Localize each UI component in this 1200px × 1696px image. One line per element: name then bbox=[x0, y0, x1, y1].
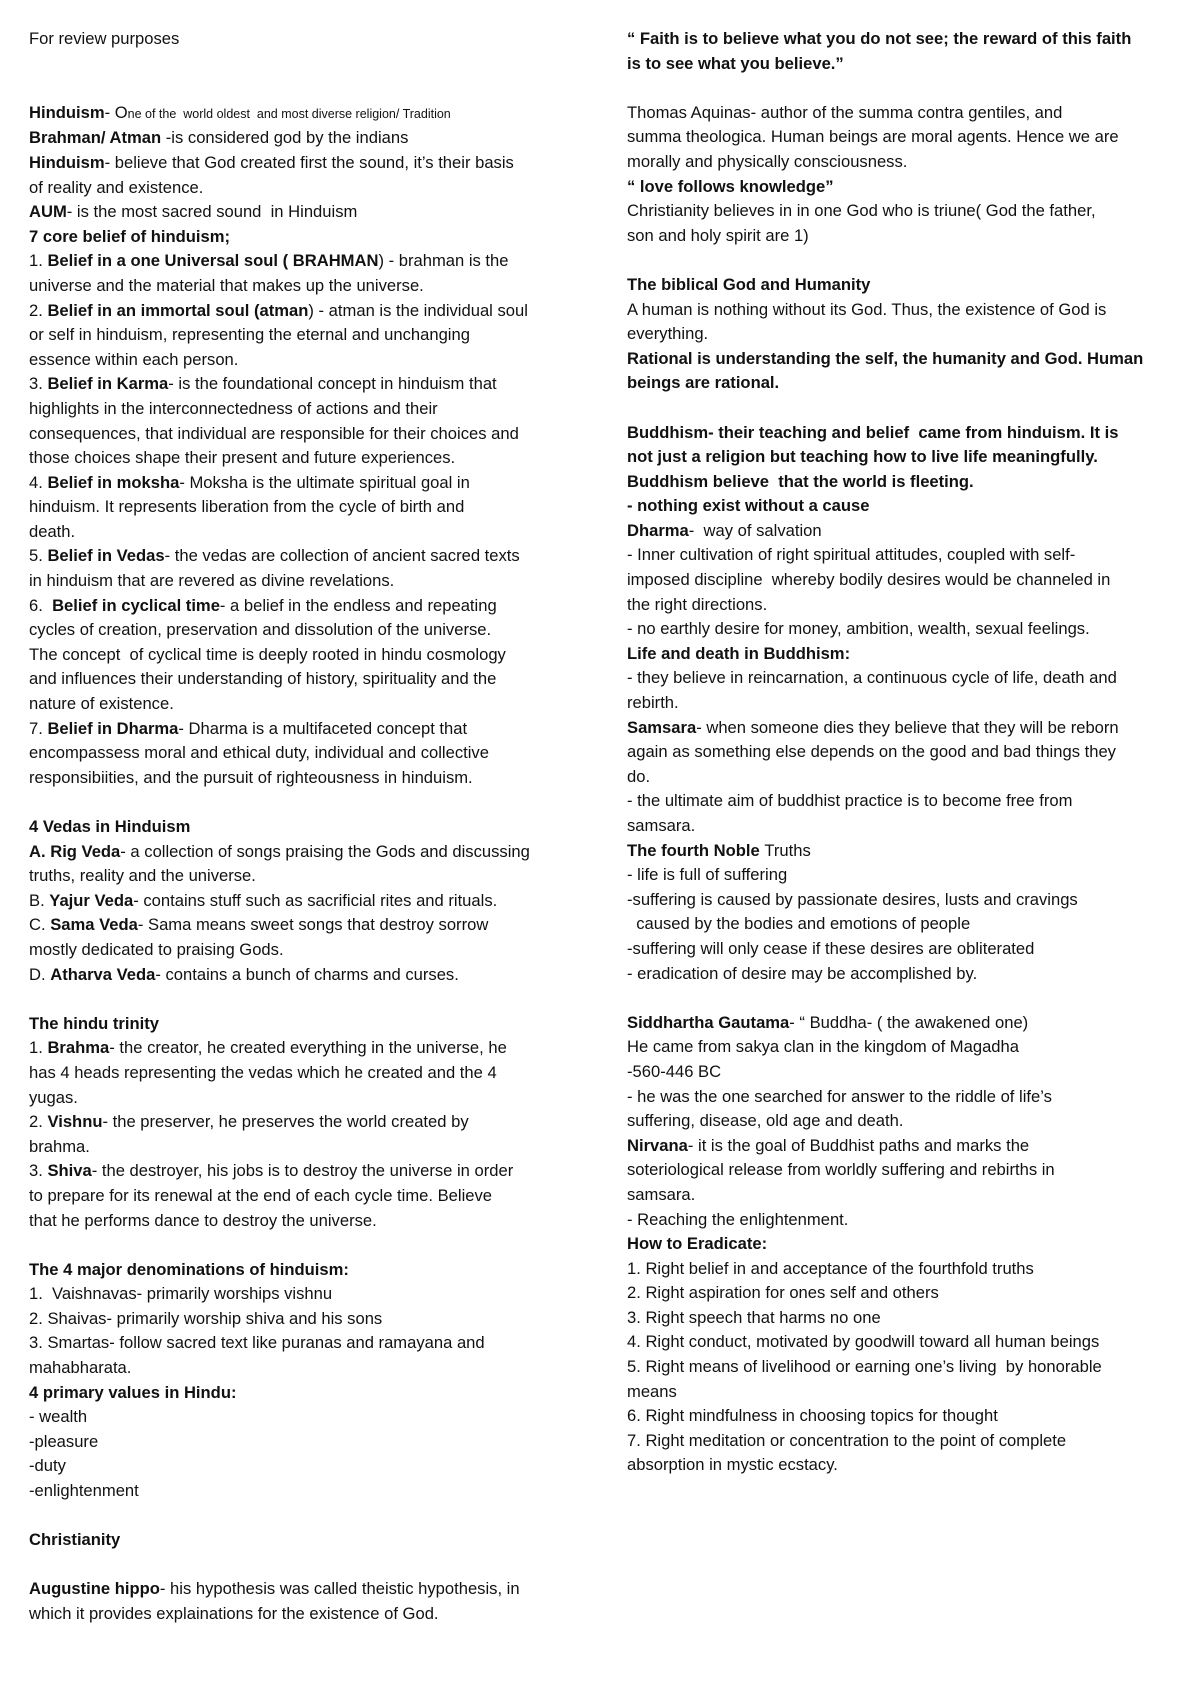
text-line bbox=[627, 1306, 1182, 1331]
text-line bbox=[627, 617, 1182, 642]
text-line bbox=[29, 1602, 589, 1627]
text-run: 1. bbox=[29, 251, 48, 271]
bold-text-run: - nothing exist without a cause bbox=[627, 496, 870, 516]
text-line bbox=[29, 1282, 589, 1307]
text-line bbox=[627, 273, 1182, 298]
text-line bbox=[627, 1380, 1182, 1405]
text-line bbox=[29, 1258, 589, 1283]
text-run: -560-446 BC bbox=[627, 1061, 722, 1081]
text-line bbox=[627, 543, 1182, 568]
bold-text-run: Yajur Veda bbox=[49, 890, 134, 910]
text-run: D. bbox=[29, 964, 51, 984]
text-run: 2. bbox=[29, 1112, 48, 1132]
text-run: death. bbox=[29, 521, 76, 541]
text-run: consequences, that individual are responsible for their choices and bbox=[29, 423, 519, 443]
bold-text-run: “ Faith is to believe what you do not see; the reward of this faith bbox=[627, 29, 1132, 48]
bold-text-run: Atharva Veda bbox=[50, 964, 156, 984]
text-line bbox=[29, 27, 589, 52]
bold-text-run: The 4 major denominations of hinduism: bbox=[29, 1259, 349, 1279]
text-run: that he performs dance to destroy the universe. bbox=[29, 1210, 377, 1230]
text-line bbox=[627, 666, 1182, 691]
text-line bbox=[29, 913, 589, 938]
text-line bbox=[627, 322, 1182, 347]
text-line bbox=[627, 1429, 1182, 1454]
text-run: encompassess moral and ethical duty, individual and collective bbox=[29, 743, 489, 763]
text-line bbox=[627, 519, 1182, 544]
text-run: -pleasure bbox=[29, 1431, 99, 1451]
text-line bbox=[29, 1233, 589, 1258]
text-line bbox=[627, 298, 1182, 323]
text-run: Truths bbox=[764, 840, 811, 860]
text-line bbox=[29, 717, 589, 742]
text-line bbox=[29, 495, 589, 520]
text-run: 3. Smartas- follow sacred text like puranas and ramayana and bbox=[29, 1333, 485, 1353]
text-run: means bbox=[627, 1381, 677, 1401]
text-run: -is considered god by the indians bbox=[161, 128, 409, 148]
text-line bbox=[29, 1430, 589, 1455]
text-line bbox=[29, 225, 589, 250]
text-line bbox=[627, 888, 1182, 913]
text-run: -suffering will only cease if these desires are obliterated bbox=[627, 938, 1035, 958]
text-line bbox=[29, 840, 589, 865]
text-line bbox=[29, 1577, 589, 1602]
text-run: 2. Right aspiration for ones self and others bbox=[627, 1283, 939, 1303]
bold-text-run: Siddhartha Gautama bbox=[627, 1012, 790, 1032]
text-line bbox=[627, 125, 1182, 150]
text-run: soteriological release from worldly suffering and rebirths in bbox=[627, 1160, 1055, 1180]
text-line bbox=[627, 101, 1182, 126]
text-run: - contains stuff such as sacrificial rites and rituals. bbox=[133, 890, 498, 910]
text-run: 3. bbox=[29, 1161, 48, 1181]
text-line bbox=[627, 1281, 1182, 1306]
text-line bbox=[29, 1307, 589, 1332]
text-line bbox=[29, 987, 589, 1012]
bold-text-run: Hinduism bbox=[29, 152, 105, 172]
text-line bbox=[29, 618, 589, 643]
text-run: 7. bbox=[29, 718, 48, 738]
text-run: 2. bbox=[29, 300, 48, 320]
text-run: Christianity believes in in one God who is triune( God the father, bbox=[627, 201, 1096, 221]
text-run: 2. Shaivas- primarily worship shiva and his sons bbox=[29, 1308, 383, 1328]
text-run: summa theologica. Human beings are moral agents. Hence we are bbox=[627, 127, 1119, 147]
text-line bbox=[29, 126, 589, 151]
text-run: to prepare for its renewal at the end of each cycle time. Believe bbox=[29, 1185, 493, 1205]
text-line bbox=[29, 815, 589, 840]
bold-text-run: 4 primary values in Hindu: bbox=[29, 1382, 237, 1402]
text-run: 5. Right means of livelihood or earning one’s living by honorable bbox=[627, 1357, 1102, 1377]
text-line bbox=[627, 1011, 1182, 1036]
bold-text-run: Belief in Dharma bbox=[47, 718, 179, 738]
text-run: samsara. bbox=[627, 816, 696, 835]
text-line bbox=[29, 397, 589, 422]
text-line bbox=[627, 1035, 1182, 1060]
text-line bbox=[627, 1109, 1182, 1134]
text-run: son and holy spirit are 1) bbox=[627, 225, 809, 245]
text-line bbox=[627, 1404, 1182, 1429]
text-line bbox=[29, 741, 589, 766]
text-run: highlights in the interconnectedness of actions and their bbox=[29, 398, 438, 418]
text-run: of reality and existence. bbox=[29, 177, 204, 197]
text-line bbox=[627, 1134, 1182, 1159]
text-run: - the preserver, he preserves the world created by bbox=[102, 1112, 469, 1132]
text-line bbox=[29, 1479, 589, 1504]
text-run: hinduism. It represents liberation from the cycle of birth and bbox=[29, 497, 465, 517]
text-run: cycles of creation, preservation and dissolution of the universe. bbox=[29, 620, 492, 640]
text-run: 4. bbox=[29, 472, 48, 492]
text-run: - contains a bunch of charms and curses. bbox=[155, 964, 459, 984]
text-run: yugas. bbox=[29, 1087, 78, 1107]
text-run: - the vedas are collection of ancient sacred texts bbox=[164, 546, 520, 566]
text-line bbox=[29, 76, 589, 101]
text-line bbox=[627, 863, 1182, 888]
text-run: absorption in mystic ecstacy. bbox=[627, 1455, 838, 1475]
bold-text-run: Christianity bbox=[29, 1530, 121, 1550]
text-line bbox=[627, 765, 1182, 790]
text-run: -enlightenment bbox=[29, 1481, 139, 1501]
text-run: 6. Right mindfulness in choosing topics for thought bbox=[627, 1406, 998, 1426]
bold-text-run: A. Rig Veda bbox=[29, 841, 121, 861]
text-line bbox=[29, 766, 589, 791]
bold-text-run: Shiva bbox=[47, 1161, 92, 1181]
text-line bbox=[29, 200, 589, 225]
text-run: - life is full of suffering bbox=[627, 865, 788, 885]
text-line bbox=[627, 1060, 1182, 1085]
text-run: - O bbox=[104, 102, 128, 122]
text-run: 3. Right speech that harms no one bbox=[627, 1307, 881, 1327]
text-line bbox=[627, 470, 1182, 495]
bold-text-run: Belief in cyclical time bbox=[52, 595, 220, 615]
text-run: responsibiities, and the pursuit of righteousness in hinduism. bbox=[29, 767, 473, 787]
text-run: - the creator, he created everything in the universe, he bbox=[109, 1038, 507, 1058]
text-run: - they believe in reincarnation, a continuous cycle of life, death and bbox=[627, 668, 1117, 688]
text-line bbox=[29, 471, 589, 496]
text-run: morally and physically consciousness. bbox=[627, 151, 908, 171]
text-run: do. bbox=[627, 766, 651, 786]
bold-text-run: Dharma bbox=[627, 520, 689, 540]
bold-text-run: AUM bbox=[29, 202, 67, 222]
text-run: everything. bbox=[627, 324, 709, 344]
text-line bbox=[627, 1208, 1182, 1233]
text-run: ) - brahman is the bbox=[378, 251, 509, 271]
bold-text-run: 4 Vedas in Hinduism bbox=[29, 817, 191, 836]
text-line bbox=[29, 446, 589, 471]
text-line bbox=[627, 347, 1182, 372]
bold-text-run: The hindu trinity bbox=[29, 1013, 159, 1033]
bold-text-run: Samsara bbox=[627, 717, 697, 737]
text-line bbox=[627, 421, 1182, 446]
text-run: - “ Buddha- ( the awakened one) bbox=[789, 1012, 1029, 1032]
text-line bbox=[29, 249, 589, 274]
text-run: again as something else depends on the good and bad things they bbox=[627, 742, 1116, 762]
text-line bbox=[627, 716, 1182, 741]
text-line bbox=[627, 76, 1182, 101]
text-line bbox=[29, 1405, 589, 1430]
text-line bbox=[627, 224, 1182, 249]
text-line bbox=[29, 372, 589, 397]
text-line bbox=[627, 691, 1182, 716]
text-run: 5. bbox=[29, 546, 48, 566]
text-run: mahabharata. bbox=[29, 1358, 132, 1378]
text-run: - the destroyer, his jobs is to destroy the universe in order bbox=[91, 1161, 514, 1181]
bold-text-run: Hinduism bbox=[29, 102, 105, 122]
text-line bbox=[29, 1381, 589, 1406]
text-run: 6. bbox=[29, 595, 53, 615]
text-run: Thomas Aquinas- author of the summa contra gentiles, and bbox=[627, 102, 1063, 122]
text-line bbox=[29, 1159, 589, 1184]
bold-text-run: Buddhism believe that the world is fleeting. bbox=[627, 471, 974, 491]
bold-text-run: Nirvana bbox=[627, 1135, 688, 1155]
text-line bbox=[627, 1453, 1182, 1478]
text-line bbox=[627, 1085, 1182, 1110]
text-line bbox=[29, 299, 589, 324]
text-run: suffering, disease, old age and death. bbox=[627, 1111, 904, 1131]
text-line bbox=[29, 889, 589, 914]
bold-text-run: Vishnu bbox=[47, 1112, 103, 1132]
text-line bbox=[29, 1504, 589, 1529]
text-run: - Inner cultivation of right spiritual attitudes, coupled with self- bbox=[627, 545, 1076, 565]
bold-text-run: Buddhism- their teaching and belief came from hinduism. It is bbox=[627, 422, 1119, 442]
text-line bbox=[29, 1061, 589, 1086]
bold-text-run: Rational is understanding the self, the humanity and God. Human bbox=[627, 348, 1144, 368]
text-run: - a collection of songs praising the Gods and discussing bbox=[120, 841, 530, 861]
text-run: He came from sakya clan in the kingdom of Magadha bbox=[627, 1037, 1019, 1057]
bold-text-run: Augustine hippo bbox=[29, 1579, 160, 1599]
text-line bbox=[29, 151, 589, 176]
text-line bbox=[29, 323, 589, 348]
text-line bbox=[29, 1110, 589, 1135]
text-run: nature of existence. bbox=[29, 694, 174, 714]
bold-text-run: Life and death in Buddhism: bbox=[627, 643, 851, 663]
right-column bbox=[627, 27, 1182, 1478]
bold-text-run: Brahman/ Atman bbox=[29, 128, 162, 148]
text-line bbox=[29, 790, 589, 815]
text-run: which it provides explainations for the existence of God. bbox=[29, 1604, 439, 1623]
bold-text-run: The fourth Noble bbox=[627, 840, 765, 860]
bold-text-run: Belief in Karma bbox=[47, 374, 169, 394]
bold-text-run: “ love follows knowledge” bbox=[627, 176, 834, 196]
text-line bbox=[29, 274, 589, 299]
text-line bbox=[627, 494, 1182, 519]
text-run: 1. Vaishnavas- primarily worships vishnu bbox=[29, 1284, 333, 1304]
text-line bbox=[627, 371, 1182, 396]
bold-text-run: beings are rational. bbox=[627, 373, 780, 393]
text-run: or self in hinduism, representing the eternal and unchanging bbox=[29, 325, 470, 345]
text-line bbox=[627, 814, 1182, 839]
text-run: - wealth bbox=[29, 1407, 88, 1427]
text-run: B. bbox=[29, 890, 50, 910]
text-line bbox=[627, 593, 1182, 618]
bold-text-run: Belief in moksha bbox=[47, 472, 180, 492]
text-line bbox=[29, 520, 589, 545]
text-line bbox=[627, 1232, 1182, 1257]
text-run: -duty bbox=[29, 1456, 66, 1476]
text-line bbox=[627, 986, 1182, 1011]
text-run: C. bbox=[29, 915, 51, 935]
text-run: caused by the bodies and emotions of people bbox=[627, 914, 971, 934]
text-line bbox=[29, 864, 589, 889]
text-line bbox=[29, 1135, 589, 1160]
text-run: The concept of cyclical time is deeply rooted in hindu cosmology bbox=[29, 644, 506, 664]
text-run: - his hypothesis was called theistic hypothesis, in bbox=[159, 1579, 520, 1599]
text-line bbox=[29, 594, 589, 619]
text-line bbox=[627, 1330, 1182, 1355]
text-line bbox=[627, 27, 1182, 52]
text-line bbox=[29, 1454, 589, 1479]
text-run: ) - atman is the individual soul bbox=[308, 300, 528, 320]
text-line bbox=[627, 642, 1182, 667]
text-line bbox=[29, 52, 589, 77]
text-run: - Dharma is a multifaceted concept that bbox=[178, 718, 468, 738]
text-line bbox=[29, 1012, 589, 1037]
text-run: - Sama means sweet songs that destroy sorrow bbox=[137, 915, 489, 935]
bold-text-run: is to see what you believe.” bbox=[627, 53, 844, 73]
text-run: - when someone dies they believe that they will be reborn bbox=[696, 717, 1119, 737]
text-run: and influences their understanding of history, spirituality and the bbox=[29, 669, 497, 689]
text-run: ne of the world oldest and most diverse religion/ Tradition bbox=[127, 106, 451, 121]
text-run: the right directions. bbox=[627, 594, 768, 614]
text-line bbox=[29, 1036, 589, 1061]
text-line bbox=[29, 1086, 589, 1111]
text-line bbox=[29, 176, 589, 201]
text-run: 7. Right meditation or concentration to the point of complete bbox=[627, 1430, 1067, 1450]
text-run: in hinduism that are revered as divine revelations. bbox=[29, 571, 395, 591]
text-run: - no earthly desire for money, ambition, wealth, sexual feelings. bbox=[627, 619, 1090, 639]
text-line bbox=[29, 569, 589, 594]
left-column bbox=[29, 27, 589, 1627]
text-line bbox=[627, 1257, 1182, 1282]
bold-text-run: Sama Veda bbox=[50, 915, 138, 935]
text-line bbox=[627, 937, 1182, 962]
text-line bbox=[627, 199, 1182, 224]
text-run: mostly dedicated to praising Gods. bbox=[29, 939, 284, 959]
text-run: - way of salvation bbox=[688, 520, 822, 540]
text-line bbox=[627, 839, 1182, 864]
text-run: - is the foundational concept in hinduism that bbox=[168, 374, 497, 394]
text-run: essence within each person. bbox=[29, 349, 239, 369]
text-line bbox=[627, 962, 1182, 987]
text-line bbox=[29, 963, 589, 988]
text-run: - is the most sacred sound in Hinduism bbox=[66, 202, 358, 222]
text-line bbox=[627, 1183, 1182, 1208]
text-line bbox=[627, 912, 1182, 937]
text-line bbox=[29, 1356, 589, 1381]
text-run: - Reaching the enlightenment. bbox=[627, 1209, 849, 1229]
text-line bbox=[627, 150, 1182, 175]
text-run: samsara. bbox=[627, 1184, 696, 1204]
text-run: rebirth. bbox=[627, 693, 679, 713]
text-line bbox=[29, 938, 589, 963]
text-run: 4. Right conduct, motivated by goodwill toward all human beings bbox=[627, 1332, 1100, 1352]
text-line bbox=[29, 348, 589, 373]
text-run: - the ultimate aim of buddhist practice is to become free from bbox=[627, 791, 1073, 811]
text-run: 3. bbox=[29, 374, 48, 394]
text-run: - a belief in the endless and repeating bbox=[219, 595, 497, 615]
text-line bbox=[29, 1184, 589, 1209]
text-line bbox=[627, 789, 1182, 814]
bold-text-run: How to Eradicate: bbox=[627, 1234, 768, 1254]
text-run: 1. Right belief in and acceptance of the fourthfold truths bbox=[627, 1258, 1034, 1278]
bold-text-run: The biblical God and Humanity bbox=[627, 274, 871, 294]
text-run: 1. bbox=[29, 1038, 48, 1058]
text-line bbox=[627, 1355, 1182, 1380]
text-run: truths, reality and the universe. bbox=[29, 866, 256, 886]
text-line bbox=[29, 1528, 589, 1553]
text-line bbox=[29, 1331, 589, 1356]
text-run: universe and the material that makes up the universe. bbox=[29, 275, 424, 295]
text-line bbox=[627, 445, 1182, 470]
bold-text-run: 7 core belief of hinduism; bbox=[29, 226, 230, 246]
text-line bbox=[29, 1209, 589, 1234]
text-line bbox=[29, 422, 589, 447]
bold-text-run: Belief in an immortal soul (atman bbox=[47, 300, 309, 320]
text-line bbox=[29, 101, 589, 127]
text-run: imposed discipline whereby bodily desires would be channeled in bbox=[627, 570, 1111, 590]
text-run: -suffering is caused by passionate desires, lusts and cravings bbox=[627, 889, 1078, 909]
text-run: A human is nothing without its God. Thus, the existence of God is bbox=[627, 299, 1107, 319]
text-run: - he was the one searched for answer to the riddle of life’s bbox=[627, 1086, 1052, 1106]
text-run: - believe that God created first the sound, it’s their basis bbox=[104, 152, 514, 172]
text-line bbox=[29, 692, 589, 717]
text-run: - it is the goal of Buddhist paths and marks the bbox=[687, 1135, 1030, 1155]
text-run: brahma. bbox=[29, 1136, 90, 1156]
text-line bbox=[29, 544, 589, 569]
text-line bbox=[627, 568, 1182, 593]
text-line bbox=[627, 175, 1182, 200]
text-run: those choices shape their present and future experiences. bbox=[29, 448, 456, 468]
text-run: - Moksha is the ultimate spiritual goal in bbox=[179, 472, 470, 492]
text-line bbox=[627, 52, 1182, 77]
bold-text-run: Brahma bbox=[47, 1038, 110, 1058]
bold-text-run: Belief in Vedas bbox=[47, 546, 165, 566]
text-run: For review purposes bbox=[29, 29, 180, 48]
text-line bbox=[627, 1158, 1182, 1183]
text-line bbox=[627, 740, 1182, 765]
text-run: has 4 heads representing the vedas which he created and the 4 bbox=[29, 1062, 497, 1082]
bold-text-run: Belief in a one Universal soul ( BRAHMAN bbox=[47, 251, 379, 271]
text-line bbox=[29, 667, 589, 692]
text-line bbox=[29, 643, 589, 668]
text-line bbox=[29, 1553, 589, 1578]
bold-text-run: not just a religion but teaching how to live life meaningfully. bbox=[627, 447, 1098, 467]
text-run: - eradication of desire may be accomplished by. bbox=[627, 963, 978, 983]
text-line bbox=[627, 248, 1182, 273]
text-line bbox=[627, 396, 1182, 421]
